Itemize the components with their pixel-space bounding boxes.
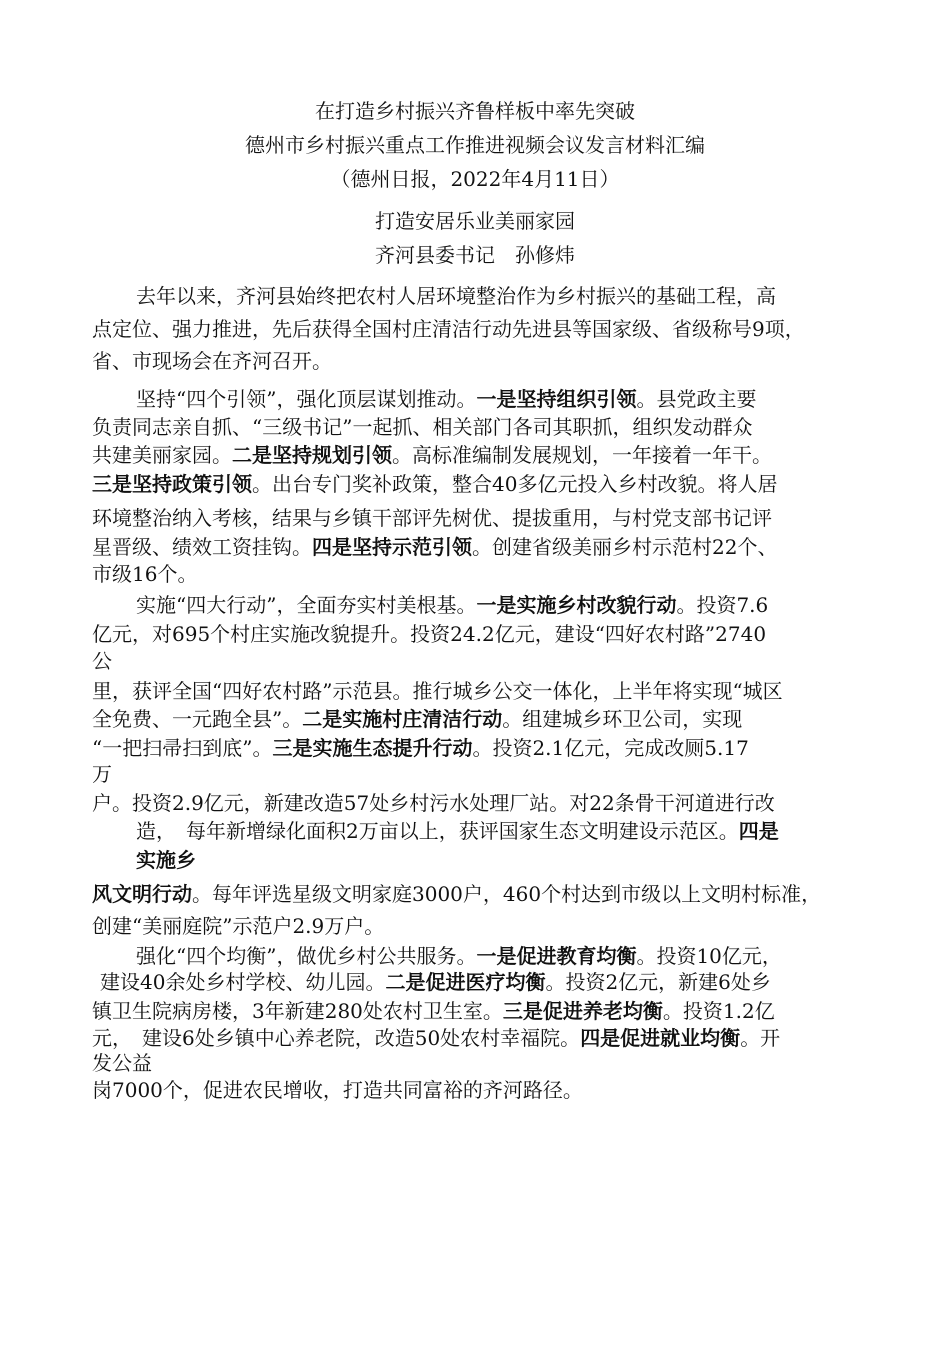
paragraph-line: 造， 每年新增绿化面积2万亩以上，获评国家生态文明建设示范区。四是	[136, 819, 779, 843]
paragraph-line: 实施“四大行动”，全面夯实村美根基。一是实施乡村改貌行动。投资7.6	[136, 593, 769, 617]
paragraph-line: 共建美丽家园。二是坚持规划引领。高标准编制发展规划，一年接着一年干。	[92, 443, 772, 467]
paragraph-line: 亿元，对695个村庄实施改貌提升。投资24.2亿元，建设“四好农村路”2740	[92, 622, 767, 646]
bold-phrase: 二是实施村庄清洁行动	[302, 707, 503, 731]
bold-phrase: 二是促进医疗均衡	[385, 970, 546, 994]
paragraph-line: 三是坚持政策引领。出台专门奖补政策，整合40多亿元投入乡村改貌。将人居	[92, 472, 778, 496]
paragraph-line: 元， 建设6处乡镇中心养老院，改造50处农村幸福院。四是促进就业均衡。开	[92, 1026, 781, 1050]
paragraph-line: 公	[92, 649, 112, 673]
bold-phrase: 三是坚持政策引领	[92, 472, 252, 496]
bold-phrase: 二是坚持规划引领	[232, 443, 392, 467]
paragraph-line: 环境整治纳入考核，结果与乡镇干部评先树优、提拔重用，与村党支部书记评	[92, 506, 772, 530]
paragraph-line: 发公益	[92, 1051, 152, 1075]
doc-title: 在打造乡村振兴齐鲁样板中率先突破	[315, 99, 635, 123]
paragraph-line: 坚持“四个引领”，强化顶层谋划推动。一是坚持组织引领。县党政主要	[136, 387, 757, 411]
paragraph-line: 里，获评全国“四好农村路”示范县。推行城乡公交一体化，上半年将实现“城区	[92, 679, 783, 703]
bold-phrase: 三是实施生态提升行动	[272, 736, 473, 760]
paragraph-line: 全免费、一元跑全县”。二是实施村庄清洁行动。组建城乡环卫公司，实现	[92, 707, 743, 731]
doc-source: （德州日报，2022年4月11日）	[330, 167, 620, 191]
article-title: 打造安居乐业美丽家园	[375, 209, 575, 233]
bold-phrase: 风文明行动	[92, 882, 192, 906]
bold-phrase: 四是	[738, 819, 779, 843]
bold-phrase: 四是促进就业均衡	[580, 1026, 741, 1050]
bold-phrase: 一是促进教育均衡	[476, 944, 637, 968]
paragraph-line: 市级16个。	[92, 562, 198, 586]
article-author: 齐河县委书记 孙修炜	[375, 243, 575, 267]
bold-phrase: 一是坚持组织引领	[476, 387, 637, 411]
paragraph-line: 建设40余处乡村学校、幼儿园。二是促进医疗均衡。投资2亿元，新建6处乡	[100, 970, 771, 994]
paragraph-line	[136, 846, 196, 874]
paragraph-line: 强化“四个均衡”，做优乡村公共服务。一是促进教育均衡。投资10亿元，	[136, 944, 782, 968]
paragraph-line: 岗7000个，促进农民增收，打造共同富裕的齐河路径。	[92, 1078, 583, 1102]
paragraph-line: 创建“美丽庭院”示范户2.9万户。	[92, 914, 385, 938]
paragraph-line: 省、市现场会在齐河召开。	[92, 349, 332, 373]
paragraph-line: 万	[92, 762, 112, 786]
paragraph-line: 镇卫生院病房楼，3年新建280处农村卫生室。三是促进养老均衡。投资1.2亿	[92, 999, 775, 1023]
paragraph-line: 点定位、强力推进，先后获得全国村庄清洁行动先进县等国家级、省级称号9项，	[92, 317, 805, 341]
paragraph-line: 星晋级、绩效工资挂钩。四是坚持示范引领。创建省级美丽乡村示范村22个、	[92, 535, 778, 559]
paragraph-line: “一把扫帚扫到底”。三是实施生态提升行动。投资2.1亿元，完成改厕5.17	[92, 736, 749, 760]
bold-phrase: 三是促进养老均衡	[502, 999, 663, 1023]
paragraph-line: 户。投资2.9亿元，新建改造57处乡村污水处理厂站。对22条骨干河道进行改	[92, 791, 775, 815]
paragraph-line: 负责同志亲自抓、“三级书记”一起抓、相关部门各司其职抓，组织发动群众	[92, 415, 753, 439]
bold-phrase: 四是坚持示范引领	[312, 535, 472, 559]
bold-phrase: 实施乡	[136, 848, 196, 872]
doc-subtitle: 德州市乡村振兴重点工作推进视频会议发言材料汇编	[245, 133, 705, 157]
bold-phrase: 一是实施乡村改貌行动	[476, 593, 677, 617]
paragraph-line: 去年以来，齐河县始终把农村人居环境整治作为乡村振兴的基础工程，高	[136, 284, 776, 308]
paragraph-line: 风文明行动。每年评选星级文明家庭3000户，460个村达到市级以上文明村标准，	[92, 882, 822, 906]
